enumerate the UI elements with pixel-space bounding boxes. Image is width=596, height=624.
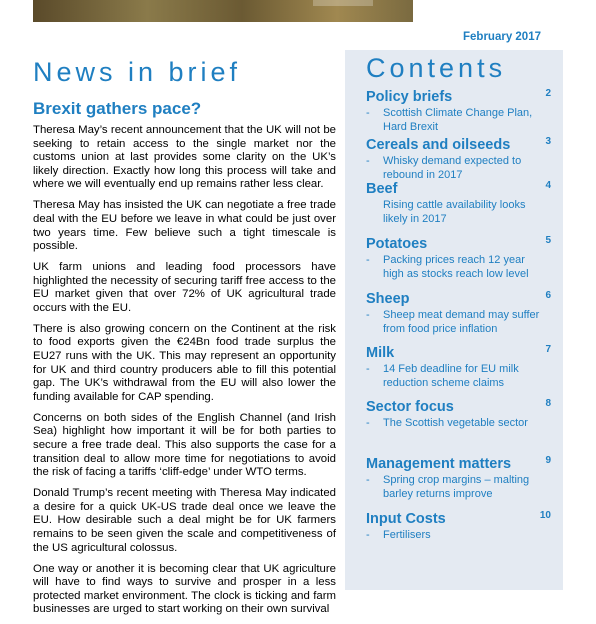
- entry-heading: Input Costs: [366, 511, 446, 527]
- entry-page-number: 10: [539, 510, 551, 521]
- contents-entry-input-costs[interactable]: [366, 511, 556, 543]
- article-paragraph: Concerns on both sides of the English Channel (and Irish Sea) highlight how important it will be for both parties to secure a free trade deal. This also supports the case for a transition deal to allow more time for negotiations to avoid the risk of facing a tariffs ‘cliff-edge’ under WTO terms.: [33, 411, 336, 479]
- entry-heading: Sector focus: [366, 399, 454, 415]
- contents-entry-milk[interactable]: [366, 345, 556, 390]
- entry-page-number: 4: [545, 180, 551, 191]
- entry-subtitle-text: Spring crop margins – malting barley returns improve: [383, 474, 530, 500]
- banner-highlight: [313, 0, 373, 6]
- issue-date: February 2017: [463, 31, 541, 43]
- entry-page-number: 8: [545, 398, 551, 409]
- entry-subtitle: [366, 363, 548, 390]
- entry-subtitle-text: Packing prices reach 12 year high as stocks reach low level: [383, 254, 529, 280]
- contents-entry-cereals[interactable]: [366, 137, 556, 182]
- entry-subtitle: [366, 199, 548, 226]
- entry-subtitle-text: Rising cattle availability looks likely in 2017: [383, 199, 526, 225]
- entry-subtitle: [366, 155, 548, 182]
- entry-subtitle-text: Whisky demand expected to rebound in 2017: [383, 155, 522, 181]
- entry-page-number: 3: [545, 136, 551, 147]
- entry-heading: Policy briefs: [366, 89, 453, 105]
- entry-subtitle-text: Sheep meat demand may suffer from food price inflation: [383, 309, 540, 335]
- contents-entry-sector-focus[interactable]: [366, 399, 556, 431]
- entry-heading: Potatoes: [366, 236, 428, 252]
- article-paragraph: UK farm unions and leading food processors have highlighted the necessity of securing tariff free access to the EU market given that over 72% of UK agricultural trade occurs with the EU.: [33, 261, 336, 314]
- entry-subtitle: [366, 309, 548, 336]
- entry-subtitle: [366, 417, 548, 431]
- entry-page-number: 7: [545, 344, 551, 355]
- entry-subtitle-text: Fertilisers: [383, 529, 431, 541]
- bullet-dash: -: [366, 309, 370, 321]
- entry-page-number: 2: [545, 88, 551, 99]
- bullet-dash: -: [366, 155, 370, 167]
- bullet-dash: -: [366, 107, 370, 119]
- entry-subtitle: [366, 529, 548, 543]
- contents-title: Contents: [366, 53, 507, 83]
- contents-panel: [345, 50, 563, 590]
- entry-subtitle-text: The Scottish vegetable sector: [383, 417, 528, 429]
- article-paragraph: Donald Trump’s recent meeting with Theresa May indicated a desire for a quick UK-US trade deal once we leave the EU. How desirable such a deal might be for UK farmers remains to be seen given the scale and competitiveness of the US agricultural colossus.: [33, 487, 336, 554]
- entry-page-number: 9: [545, 455, 551, 466]
- bullet-dash: -: [366, 417, 370, 429]
- news-section-title: News in brief: [33, 57, 242, 87]
- contents-entry-management[interactable]: [366, 456, 556, 501]
- entry-subtitle-text: 14 Feb deadline for EU milk reduction scheme claims: [383, 363, 519, 389]
- article-paragraph: There is also growing concern on the Continent at the risk to food exports given the €24Bn food trade surplus the EU27 runs with the UK. This may represent an opportunity for UK and third country producers able to fill this potential gap. The UK’s withdrawal from the EU will also lower the funding available for CAP spending.: [33, 322, 336, 403]
- entry-heading: Milk: [366, 345, 395, 361]
- contents-entry-beef[interactable]: [366, 181, 556, 226]
- article-paragraph: Theresa May’s recent announcement that the UK will not be seeking to retain access to the single market nor the customs union at last provides some clarity on the UK’s likely direction. Exactly how long this process will take and where we will eventually end up remains rather less clear.: [33, 124, 336, 191]
- article-heading: Brexit gathers pace?: [33, 99, 202, 118]
- entry-heading: Beef: [366, 181, 398, 197]
- bullet-dash: -: [366, 363, 370, 375]
- bullet-dash: -: [366, 254, 370, 266]
- entry-subtitle: [366, 107, 548, 134]
- contents-entry-policy-briefs[interactable]: [366, 89, 556, 134]
- entry-subtitle: [366, 474, 548, 501]
- contents-entry-potatoes[interactable]: [366, 236, 556, 281]
- entry-page-number: 6: [545, 290, 551, 301]
- entry-heading: Sheep: [366, 291, 410, 307]
- entry-subtitle: [366, 254, 548, 281]
- article-paragraph: Theresa May has insisted the UK can negotiate a free trade deal with the EU before we leave in what could be just over two years time. Few believe such a tight timescale is possible.: [33, 199, 336, 253]
- entry-page-number: 5: [545, 235, 551, 246]
- article-paragraph: One way or another it is becoming clear that UK agriculture will have to find ways to survive and prosper in a less protected market environment. The clock is ticking and farm businesses are urged to start working on their own survival: [33, 562, 336, 616]
- bullet-dash: -: [366, 529, 370, 541]
- bullet-dash: -: [366, 474, 370, 486]
- cover-photo-banner: [33, 0, 413, 22]
- entry-subtitle-text: Scottish Climate Change Plan, Hard Brexit: [383, 107, 533, 133]
- article-body: [33, 124, 336, 624]
- contents-entry-sheep[interactable]: [366, 291, 556, 336]
- entry-heading: Management matters: [366, 456, 512, 472]
- entry-heading: Cereals and oilseeds: [366, 137, 511, 153]
